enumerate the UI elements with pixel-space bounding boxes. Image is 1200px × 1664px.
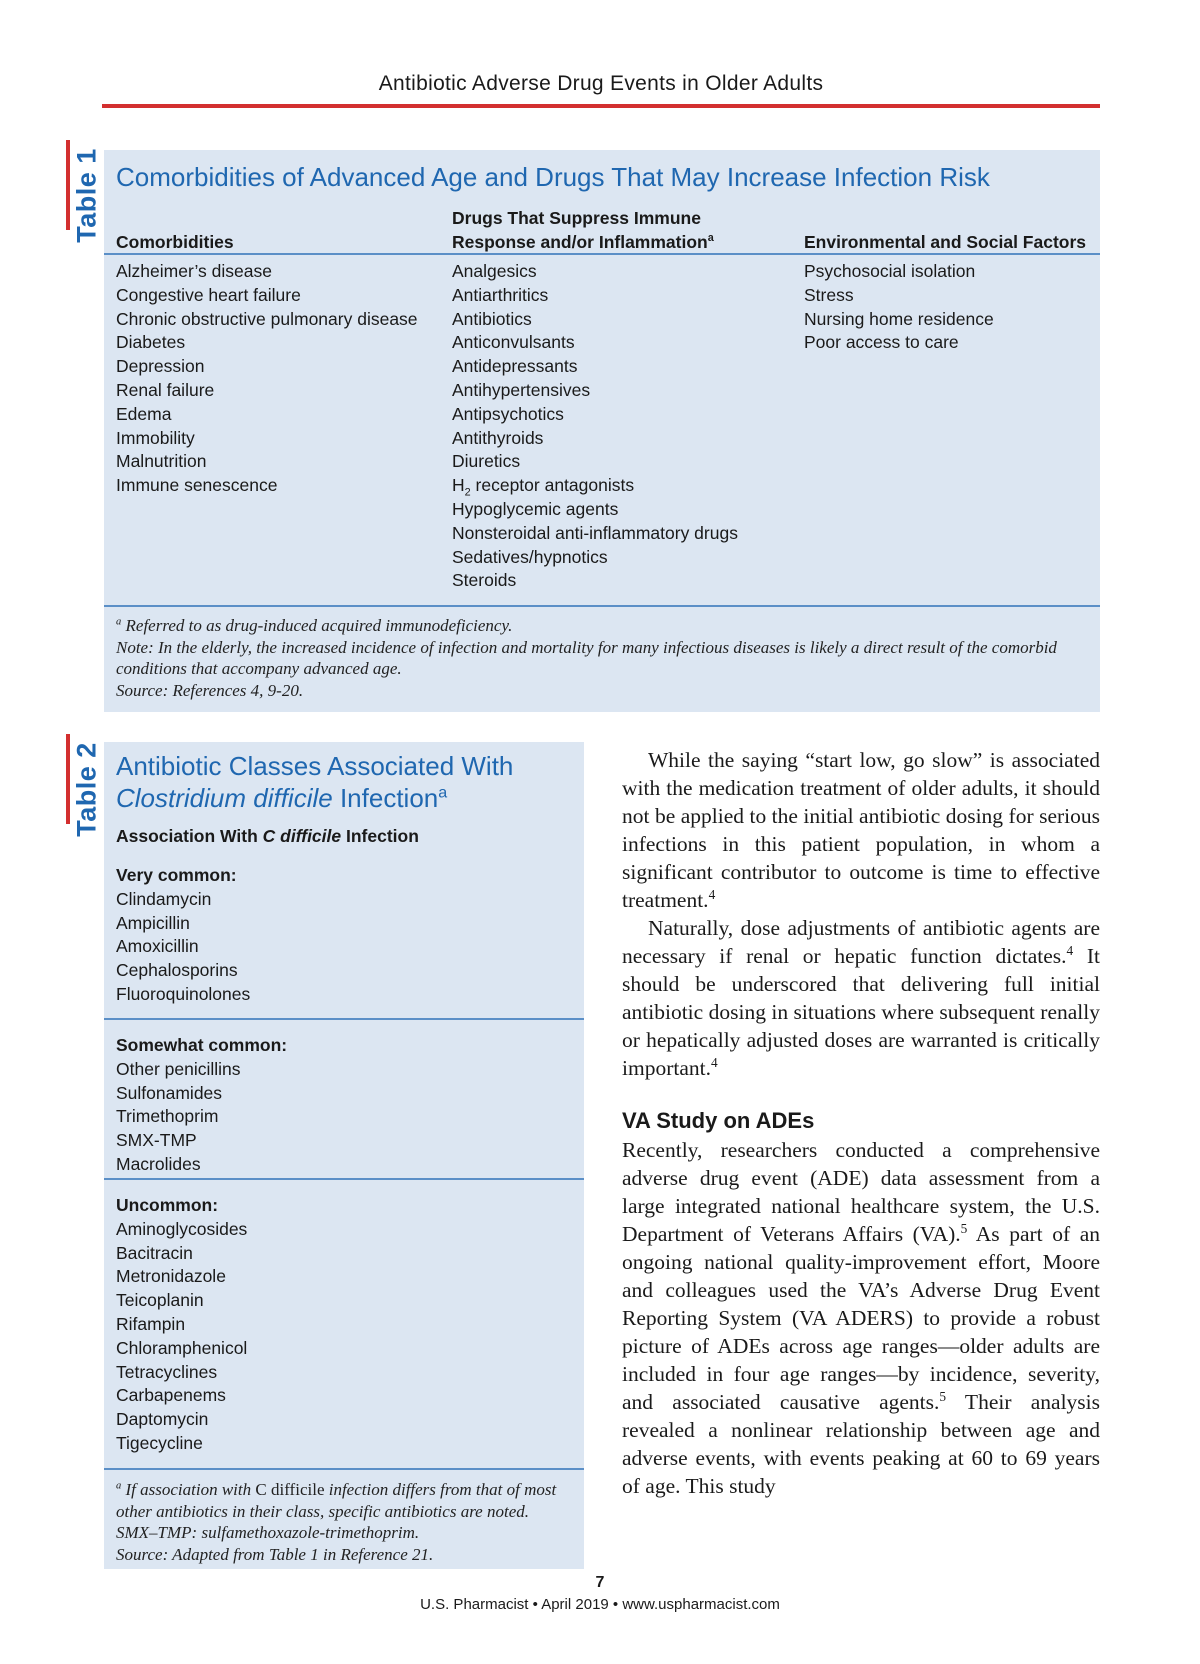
table1-drugs-list (452, 260, 738, 593)
table2-rule (104, 1178, 584, 1180)
list-item: Congestive heart failure (116, 284, 301, 305)
list-item: Other penicillins (116, 1058, 241, 1079)
list-item: Antithyroids (452, 427, 544, 448)
list-item: Nursing home residence (804, 308, 994, 329)
table2-group-somewhat-common: Somewhat common: Other penicillins Sulfonamides Trimethoprim SMX-TMP Macrolides (116, 1034, 287, 1177)
paragraph: Naturally, dose adjustments of antibiotic agents are necessary if renal or hepatic function dictates.$^4$ It should be underscored that delivering full initial antibiotic dosing in situations where subsequent renally or hepatically adjusted doses are warranted is critically important.$^4$ (622, 916, 1100, 1080)
list-item: Anticonvulsants (452, 332, 575, 353)
list-item: Stress (804, 284, 854, 305)
list-item: Aminoglycosides (116, 1218, 248, 1239)
list-item: Ampicillin (116, 912, 190, 933)
table2-footer-rule (104, 1468, 584, 1470)
table2-group-uncommon: Uncommon: Aminoglycosides Bacitracin Metronidazole Teicoplanin Rifampin Chloramphenicol Tetracyclines Carbapenems Daptomycin Tigecycline (116, 1194, 247, 1456)
list-item: Analgesics (452, 261, 537, 281)
list-item: Daptomycin (116, 1409, 209, 1430)
article-body (622, 746, 1100, 1500)
footer: U.S. Pharmacist • April 2019 • www.uspharmacist.com (420, 1596, 780, 1613)
table2-rule (104, 1018, 584, 1020)
list-item: Amoxicillin (116, 936, 199, 957)
paragraph: Recently, researchers conducted a comprehensive adverse drug event (ADE) data assessment from a large integrated national healthcare system, the U.S. Department of Veterans Affairs (VA).$^5$ As part of an ongoing national quality-improvement effort, Moore and colleagues used the VA’s Adverse Drug Event Reporting System (VA ADERS) to provide a robust picture of ADEs across age ranges—older adults are included in four age ranges—by incidence, severity, and associated causative agents.$^5$ Their analysis revealed a nonlinear relationship between age and adverse events, with events peaking at 60 to 69 years of age. This study (622, 1138, 1100, 1498)
list-item: Rifampin (116, 1313, 186, 1334)
list-item: Teicoplanin (116, 1290, 204, 1311)
list-item: Chloramphenicol (116, 1337, 248, 1358)
list-item: Fluoroquinolones (116, 983, 251, 1004)
list-item: Antipsychotics (452, 403, 564, 424)
table1-tab-label: Table 1 (71, 148, 102, 243)
list-item: Antiarthritics (452, 284, 549, 305)
table1 (104, 150, 1100, 712)
table2-tab-label: Table 2 (71, 742, 102, 837)
table2 (104, 742, 584, 1569)
table1-col-drugs-header: Drugs That Suppress Immune Response and/or Inflammation$^a$ (452, 208, 714, 252)
paragraph: While the saying “start low, go slow” is associated with the medication treatment of older adults, it should not be applied to the initial antibiotic dosing for serious infections in this patient population, in whom a significant contributor to outcome is time to effective treatment.$^4$ (622, 748, 1100, 912)
table2-subheading: Association With C difficile Infection (116, 826, 419, 846)
table1-col-factors-header: Environmental and Social Factors (804, 232, 1087, 252)
list-item: Carbapenems (116, 1385, 226, 1406)
list-item: SMX-TMP (116, 1130, 197, 1151)
table2-group-very-common: Very common: Clindamycin Ampicillin Amoxicillin Cephalosporins Fluoroquinolones (116, 864, 250, 1007)
section-heading: VA Study on ADEs (622, 1108, 815, 1133)
list-item: Macrolides (116, 1153, 201, 1174)
list-item: Immobility (116, 427, 195, 448)
list-item: Trimethoprim (116, 1106, 219, 1127)
list-item: Bacitracin (116, 1242, 193, 1263)
list-item: Clindamycin (116, 888, 212, 909)
list-item: Steroids (452, 570, 517, 591)
list-item: Renal failure (116, 379, 215, 400)
list-item: Malnutrition (116, 451, 207, 472)
header-rule (102, 104, 1100, 108)
list-item: Hypoglycemic agents (452, 498, 619, 519)
table2-title: Antibiotic Classes Associated With Clostridium difficile Infection$^a$ (116, 751, 514, 813)
list-item: Depression (116, 356, 205, 377)
table1-title: Comorbidities of Advanced Age and Drugs That May Increase Infection Risk (116, 162, 990, 192)
list-item: Tetracyclines (116, 1361, 218, 1382)
table1-col-comorbidities-header: Comorbidities (116, 232, 234, 252)
list-item: Antidepressants (452, 356, 578, 377)
table1-header-rule (104, 253, 1100, 255)
list-item: Metronidazole (116, 1266, 226, 1287)
list-item: Edema (116, 403, 172, 424)
list-item: Sedatives/hypnotics (452, 546, 608, 567)
list-item: Antibiotics (452, 308, 532, 329)
table1-notes: $^a$ Referred to as drug-induced acquired immunodeficiency. Note: In the elderly, the increased incidence of infection and mortality for many infectious diseases is likely a direct result of the comorbid conditions that accompany advanced age. Source: References 4, 9-20. (116, 616, 1057, 700)
list-item: Immune senescence (116, 475, 278, 496)
running-head: Antibiotic Adverse Drug Events in Older Adults (378, 72, 824, 95)
list-item: Antihypertensives (452, 379, 591, 400)
list-item-h2: $H_2$ receptor antagonists (452, 475, 635, 499)
table1-footer-rule (104, 605, 1100, 607)
page-number: 7 (595, 1574, 605, 1591)
list-item: Nonsteroidal anti-inflammatory drugs (452, 522, 738, 543)
list-item: Alzheimer’s disease (116, 261, 272, 281)
table2-notes: $^a$ If association with C difficile infection differs from that of most other antibiotics in their class, specific antibiotics are noted. SMX–TMP: sulfamethoxazole-trimethoprim. Source: Adapted from Table 1 in Reference 21. (116, 1480, 557, 1564)
table2-tab (66, 734, 106, 837)
list-item: Tigecycline (116, 1432, 203, 1453)
list-item: Diabetes (116, 332, 186, 353)
list-item: Cephalosporins (116, 960, 238, 981)
list-item: Poor access to care (804, 332, 959, 353)
table1-factors-list (804, 260, 994, 355)
table1-tab (66, 140, 106, 243)
list-item: Sulfonamides (116, 1082, 223, 1103)
table1-comorbidities-list (116, 260, 418, 498)
list-item: Psychosocial isolation (804, 261, 976, 281)
list-item: Diuretics (452, 451, 521, 472)
list-item: Chronic obstructive pulmonary disease (116, 308, 418, 329)
